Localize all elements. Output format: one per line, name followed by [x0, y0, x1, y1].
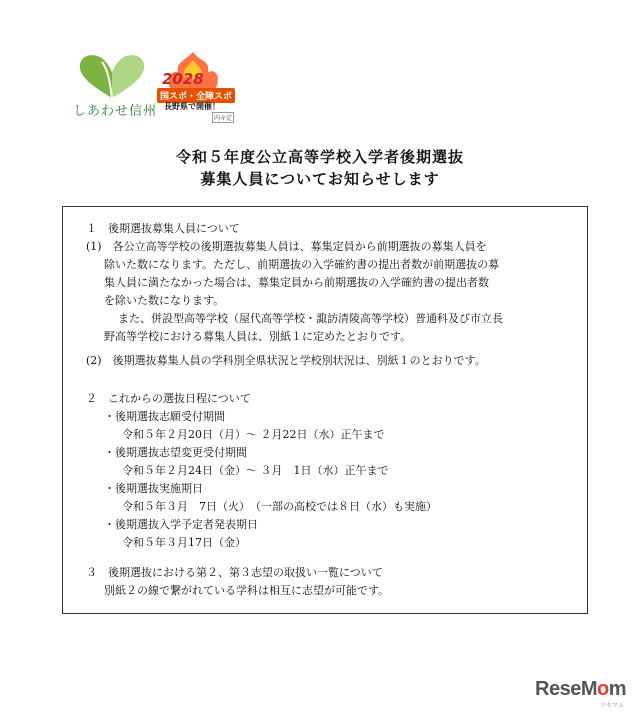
- section-3-heading: ３ 後期選抜における第２、第３志望の取扱い一覧について: [86, 566, 383, 579]
- paragraph-line: 野高等学校における募集人員は、別紙１に定めたとおりです。: [104, 330, 412, 343]
- paragraph-line: また、併設型高等学校（屋代高等学校・諏訪清陵高等学校）普通科及び市立長: [118, 312, 503, 325]
- schedule-item: ・後期選抜志望変更受付期間: [104, 446, 247, 459]
- schedule-item: ・後期選抜志願受付期間: [104, 410, 225, 423]
- badge-year: 2028: [162, 70, 204, 88]
- logo-caption: しあわせ信州: [73, 104, 158, 119]
- schedule-date: 令和５年２月24日（金）～ ３月 1日（水）正午まで: [122, 464, 389, 477]
- badge-tag: 内々定: [212, 112, 234, 123]
- watermark-suffix: m: [608, 678, 626, 700]
- paragraph-line: を除いた数になります。: [104, 294, 225, 307]
- paragraph-line: 別紙２の線で繋がれている学科は相互に志望が可能です。: [104, 584, 390, 597]
- watermark-o: o: [596, 678, 609, 700]
- paragraph-line: 除いた数になります。ただし、前期選抜の入学確約書の提出者数が前期選抜の募: [104, 258, 500, 271]
- paragraph-line: (2) 後期選抜募集人員の学科別全県状況と学校別状況は、別紙１のとおりです。: [86, 354, 486, 367]
- page-subtitle: 募集人員についてお知らせします: [200, 170, 440, 188]
- schedule-date: 令和５年３月17日（金）: [122, 536, 246, 549]
- paragraph-line: (1) 各公立高等学校の後期選抜募集人員は、募集定員から前期選抜の募集人員を: [86, 240, 487, 253]
- watermark-sub: リセマム: [600, 702, 624, 709]
- section-2-heading: ２ これからの選抜日程について: [86, 392, 251, 405]
- paragraph-line: 集人員に満たなかった場合は、募集定員から前期選抜の入学確約書の提出者数: [104, 276, 489, 289]
- schedule-item: ・後期選抜入学予定者発表期日: [104, 518, 258, 531]
- watermark-prefix: ReseM: [535, 678, 597, 700]
- schedule-date: 令和５年３月 7日（火） （一部の高校では８日（水）も実施）: [122, 500, 437, 513]
- badge-line-2: 長野県で開催！: [164, 102, 220, 111]
- schedule-date: 令和５年２月20日（月）～ ２月22日（水）正午まで: [122, 428, 385, 441]
- resemom-watermark: [535, 678, 626, 701]
- page-title: 令和５年度公立高等学校入学者後期選抜: [175, 148, 464, 166]
- section-1-heading: １ 後期選抜募集人員について: [86, 222, 240, 235]
- schedule-item: ・後期選抜実施期日: [104, 482, 203, 495]
- badge-line-1: 国スポ・全障スポ: [157, 88, 235, 103]
